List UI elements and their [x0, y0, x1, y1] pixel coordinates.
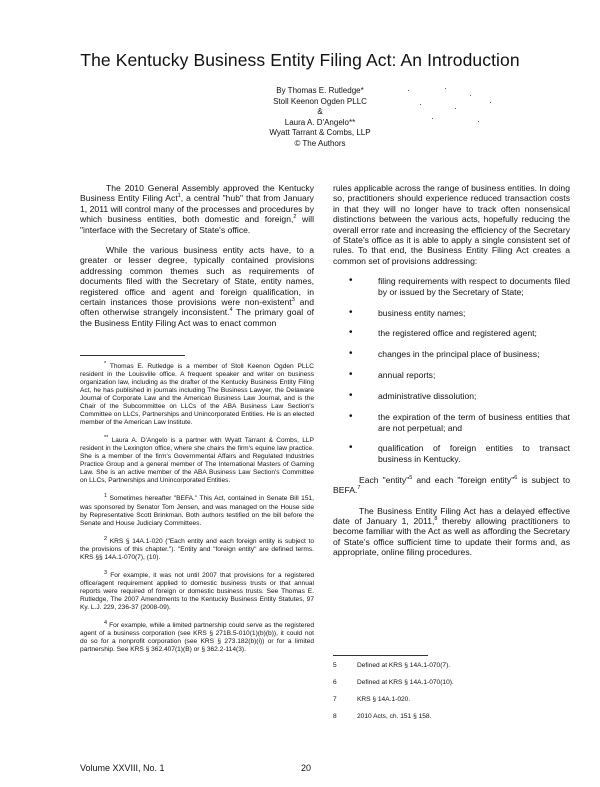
paragraph-text: The 2010 General Assembly approved the Kentucky Business Entity Filing Act — [80, 183, 314, 204]
body-paragraph — [80, 183, 314, 235]
body-paragraph — [80, 245, 314, 328]
bullet-icon: • — [349, 390, 353, 402]
right-footnotes — [333, 662, 570, 730]
footnote-mark: 2 — [104, 535, 108, 542]
list-item-text: qualification of foreign entities to transact business in Kentucky. — [378, 443, 570, 464]
bullet-icon: • — [349, 306, 353, 318]
footnote — [333, 679, 570, 687]
footnote-text: Sometimes hereafter "BEFA." This Act, contained in Senate Bill 151, was sponsored by Senator Tom Jensen, and was managed on the House side by Representative Scott Brinkman. Both authors testified on the bill before the Senate and House Judiciary Committees. — [80, 495, 314, 527]
footnote-text: 2010 Acts, ch. 151 § 158. — [357, 713, 432, 720]
footnote-divider — [333, 655, 428, 656]
paragraph-text: The Business Entity Filing Act has a delayed effective date of January 1, 2011, — [333, 505, 570, 526]
footnote — [333, 713, 570, 721]
footnote-mark: 4 — [104, 619, 108, 626]
left-column — [80, 183, 314, 338]
footnote-ref: 5 — [409, 474, 413, 481]
list-item — [333, 412, 570, 433]
footnote-mark: 8 — [333, 713, 337, 720]
footnote-ref: 4 — [229, 307, 233, 314]
bullet-icon: • — [349, 275, 353, 287]
footnote-ref: 3 — [291, 297, 295, 304]
bullet-icon: • — [349, 327, 353, 339]
footnote — [80, 569, 314, 612]
footnote-text: Defined at KRS § 14A.1-070(10). — [357, 679, 454, 686]
byline — [250, 86, 390, 149]
footnote-text: Thomas E. Rutledge is a member of Stoll Keenon Ogden PLLC resident in the Louisville office. A frequent speaker and writer on business organization law, including as the drafter of the Kentucky Business Entity Filing Act, he has published in journals including The Business Lawyer, the Delaware Journal of Corporate Law and the American Business Law Journal, and is the Chair of the Subcommittee on LLCs of the ABA Business Law Section's Committee on LLCs, Partnerships and Unincorporated Entities. He is an elected member of the American Law Institute. — [80, 363, 314, 427]
footnote-text: KRS § 14A.1-020. — [357, 696, 411, 703]
paragraph-text: and often otherwise strangely inconsistent. — [80, 297, 314, 318]
list-item-text: annual reports; — [378, 370, 436, 381]
list-item-text: business entity names; — [378, 307, 466, 318]
footnote-divider — [80, 355, 185, 356]
paragraph-text: is subject to BEFA. — [333, 474, 570, 496]
bullet-icon: • — [349, 348, 353, 360]
list-item — [333, 276, 570, 297]
footnote — [333, 662, 570, 670]
list-item — [333, 349, 570, 359]
bullet-icon: • — [349, 442, 353, 454]
footnote-text: For example, while a limited partnership could serve as the registered agent of a business corporation (see KRS § 271B.5-010(1)(b)(b)), it could not do so for a nonprofit corporation (see KRS § 273.182(b)(i)) or for a limited partnership. See KRS § 362.407(1)(B) or § 362.2-114(3). — [80, 622, 314, 654]
copyright-line: © The Authors — [294, 138, 346, 148]
paragraph-text: and each "foreign entity" — [412, 474, 515, 485]
paragraph-text: will "interface with the Secretary of State's office. — [80, 214, 314, 235]
author-2: Laura A. D'Angelo** — [284, 117, 356, 127]
paragraph-text: , a central "hub" that from January 1, 2011 will control many of the processes and procedures by which business entities, both domestic and foreign, — [80, 193, 314, 225]
firm-1: Stoll Keenon Ogden PLLC — [273, 96, 367, 106]
paragraph-text — [80, 183, 314, 235]
footnote-ref: 8 — [434, 516, 438, 523]
footnote-ref: 7 — [357, 485, 361, 492]
author-1: By Thomas E. Rutledge* — [276, 86, 364, 95]
footnote — [80, 535, 314, 562]
list-item-text: changes in the principal place of business; — [378, 349, 540, 360]
provisions-list — [333, 276, 570, 464]
volume-label: Volume XXVIII, No. 1 — [80, 763, 165, 773]
bullet-icon: • — [349, 369, 353, 381]
body-paragraph — [333, 506, 570, 558]
footnote-text: Laura A. D'Angelo is a partner with Wyatt Tarrant & Combs, LLP resident in the Lexington office, where she chairs the firm's equine law practice. She is a member of the firm's Governmental Affairs and Regulated Industries Practice Group and a general member of The International Masters of Gaming Law. She is an active member of the ABA Business Law Section's Committee on LLCs, Partnerships and Unincorporated Entities. — [80, 437, 314, 485]
footnote — [333, 696, 570, 704]
body-paragraph — [333, 475, 570, 496]
bullet-icon: • — [349, 411, 353, 423]
footnote-mark: ** — [104, 435, 109, 442]
footnote-ref: 2 — [293, 214, 297, 221]
list-item-text: administrative dissolution; — [378, 391, 477, 402]
footnote-text: Defined at KRS § 14A.1-070(7). — [357, 662, 451, 669]
footnote-text: KRS § 14A.1-020 ("Each entity and each foreign entity is subject to the provisions of this chapter."). "Entity and "foreign entity" are defined terms. KRS §§ 14A.1-070(7), (10). — [80, 537, 314, 561]
list-item-text: the expiration of the term of business entities that are not perpetual; and — [378, 412, 570, 433]
paragraph-text: While the various business entity acts have, to a greater or lesser degree, typically contained provisions addressing common themes such as requirements of documents filed with the Secretary of State, entity names, registered office and agent and foreign qualification, in certain instances those provisions were non-existent — [80, 245, 314, 308]
list-item — [333, 443, 570, 464]
list-item — [333, 328, 570, 338]
page-number: 20 — [301, 763, 312, 773]
footnote-mark: 1 — [104, 493, 108, 500]
paragraph-text: thereby allowing practitioners to become familiar with the Act as well as affording the Secretary of State's office sufficient time to update their forms and, as appropriate, online filing procedures. — [333, 515, 570, 558]
footnote-mark: 6 — [333, 679, 337, 686]
footnote-ref: 6 — [514, 474, 518, 481]
body-paragraph: rules applicable across the range of business entities. In doing so, practitioners should experience reduced transaction costs in that they will no longer have to track often nonsensical distinctions between the various acts, hopefully reducing the overall error rate and increasing the efficiency of the Secretary of State's office as it is able to apply a single consistent set of rules. To that end, the Business Entity Filing Act creates a common set of provisions addressing: — [333, 183, 570, 266]
left-footnotes — [80, 360, 314, 661]
footnote — [80, 619, 314, 654]
footnote-mark: * — [104, 361, 107, 367]
ampersand: & — [317, 107, 323, 116]
footnote-mark: 7 — [333, 696, 337, 703]
list-item-text: the registered office and registered agent; — [378, 328, 537, 339]
paragraph-text: Each "entity" — [359, 474, 410, 485]
footnote-text: For example, it was not until 2007 that provisions for a registered office/agent requirement applied to domestic business trusts or that annual reports were required of foreign or domestic business trusts. See Thomas E. Rutledge, The 2007 Amendments to the Kentucky Business Entity Statutes, 97 Ky. L.J. 229, 236-37 (2008-09). — [80, 571, 314, 611]
footnote — [80, 434, 314, 485]
footnote — [80, 492, 314, 527]
firm-2: Wyatt Tarrant & Combs, LLP — [269, 128, 371, 137]
footnote-ref: 1 — [177, 193, 181, 200]
paragraph-text — [80, 245, 314, 328]
footnote — [80, 360, 314, 427]
paragraph-text: The primary goal of the Business Entity Filing Act was to enact common — [80, 307, 314, 328]
footnote-mark: 5 — [333, 662, 337, 669]
list-item — [333, 308, 570, 318]
list-item — [333, 391, 570, 401]
right-column — [333, 183, 570, 568]
list-item — [333, 370, 570, 380]
article-title: The Kentucky Business Entity Filing Act: An Introduction — [80, 50, 520, 70]
list-item-text: filing requirements with respect to documents filed by or issued by the Secretary of State; — [378, 276, 570, 297]
footnote-mark: 3 — [104, 569, 108, 576]
